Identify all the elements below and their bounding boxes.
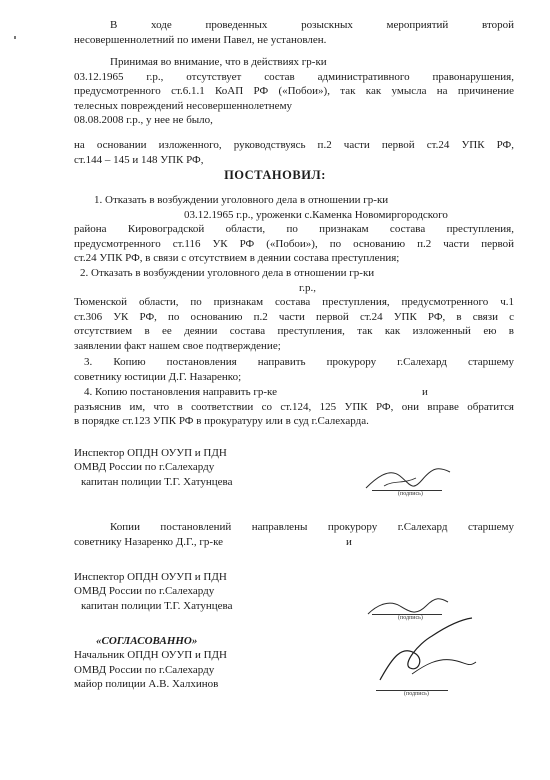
text-line: заявлении факт нашем свое подтверждение;: [74, 339, 281, 352]
paragraph-search-result: [74, 18, 514, 47]
agreed-title: «СОГЛАСОВАННО»: [96, 635, 198, 647]
signature-caption: (подпись): [398, 615, 423, 621]
item4-text-a: 4. Копию постановления направить гр-ке: [84, 386, 277, 398]
text-line: 03.12.1965 г.р., уроженки с.Каменка Новомиргородского: [184, 208, 448, 221]
text-line: В ходе проведенных розыскных мероприятий второй: [110, 19, 514, 31]
redaction-blur: [432, 386, 512, 396]
text-line: 03.12.1965 г.р., отсутствует состав административного правонарушения,: [74, 70, 514, 83]
text-line: 3. Копию постановления направить прокурору г.Салехард старшему: [84, 356, 514, 368]
text-line: предусмотренного ст.116 УК РФ («Побои»), по основанию п.2 части первой: [74, 237, 514, 250]
signer-name: капитан полиции Т.Г. Хатунцева: [81, 475, 233, 488]
text-line: ст.24 УПК РФ, в связи с отсутствием в деянии состава преступления;: [74, 252, 400, 265]
signer-position: Инспектор ОПДН ОУУП и ПДН: [74, 571, 227, 583]
signature-block-inspector: [74, 446, 232, 489]
paragraph-grounds: [74, 138, 514, 167]
copies-text-b: и: [346, 535, 352, 548]
redaction-blur: [358, 536, 428, 546]
redaction-blur: [416, 268, 512, 278]
redaction-blur: [452, 195, 514, 205]
text-line: в порядке ст.123 УПК РФ в прокуратуру или в суд г.Салехарда.: [74, 415, 369, 428]
text-line: ст.306 УК РФ, по основанию п.2 части первой ст.24 УПК РФ, в связи с: [74, 310, 514, 323]
text-line: 08.08.2008 г.р., у нее не было,: [74, 114, 213, 127]
text-line: 1. Отказать в возбуждении уголовного дела в отношении гр-ки: [94, 194, 389, 206]
text-line: ст.144 – 145 и 148 УПК РФ,: [74, 153, 204, 166]
redaction-blur: [324, 386, 412, 396]
text-line: отсутствием в ее деянии состава преступления, так как изложенный ею в: [74, 325, 514, 338]
text-line: 2. Отказать в возбуждении уголовного дела в отношении гр-ки: [80, 267, 375, 279]
signature-caption: (подпись): [398, 491, 423, 497]
signer-position: Инспектор ОПДН ОУУП и ПДН: [74, 447, 227, 459]
handwritten-signature: [360, 462, 456, 496]
item4-text-b: и: [422, 386, 428, 398]
approver-position: Начальник ОПДН ОУУП и ПДН: [74, 649, 227, 662]
redaction-blur: [320, 283, 512, 293]
handwritten-signature: [372, 614, 482, 688]
signer-department: ОМВД России по г.Салехарду: [74, 461, 215, 474]
decision-item-1: [74, 193, 514, 266]
text-line: на основании изложенного, руководствуясь п.2 части первой ст.24 УПК РФ,: [74, 139, 514, 151]
signer-department: ОМВД России по г.Салехарду: [74, 585, 215, 598]
redaction-blur: [338, 99, 508, 109]
agreed-block: [74, 634, 227, 692]
text-line: района Кировоградской области, по признакам состава преступления,: [74, 223, 514, 236]
text-line: разъяснив им, что в соответствии со ст.124, 125 УПК РФ, они вправе обратится: [74, 400, 514, 413]
text-line: Принимая во внимание, что в действиях гр-ки: [110, 56, 327, 68]
redaction-blur: [76, 210, 180, 220]
scan-mark: [14, 36, 16, 39]
decision-item-3: [74, 355, 514, 384]
approver-name: майор полиции А.В. Халхинов: [74, 678, 219, 691]
signature-block-inspector-copies: [74, 570, 232, 613]
redaction-blur: [244, 536, 316, 546]
text-line: несовершеннолетний по имени Павел, не установлен.: [74, 33, 327, 46]
copies-text-a: советнику Назаренко Д.Г., гр-ке: [74, 535, 224, 548]
approver-department: ОМВД России по г.Салехарду: [74, 663, 215, 676]
text-line: предусмотренного ст.6.1.1 КоАП РФ («Побои»), так как умысла на причинение: [74, 85, 514, 98]
text-line: Копии постановлений направлены прокурору г.Салехард старшему: [110, 521, 514, 533]
signature-caption: (подпись): [404, 691, 429, 697]
signer-name: капитан полиции Т.Г. Хатунцева: [81, 599, 233, 612]
text-line: советнику юстиции Д.Г. Назаренко;: [74, 370, 242, 383]
decision-item-2: [74, 266, 514, 354]
redaction-blur: [358, 56, 510, 66]
text-line: Тюменской области, по признакам состава преступления, предусмотренного ч.1: [74, 296, 514, 309]
decision-title: ПОСТАНОВИЛ:: [224, 168, 326, 182]
text-line: телесных повреждений несовершеннолетнему: [74, 99, 293, 112]
text-line: г.р.,: [299, 281, 317, 294]
redaction-blur: [76, 283, 294, 293]
